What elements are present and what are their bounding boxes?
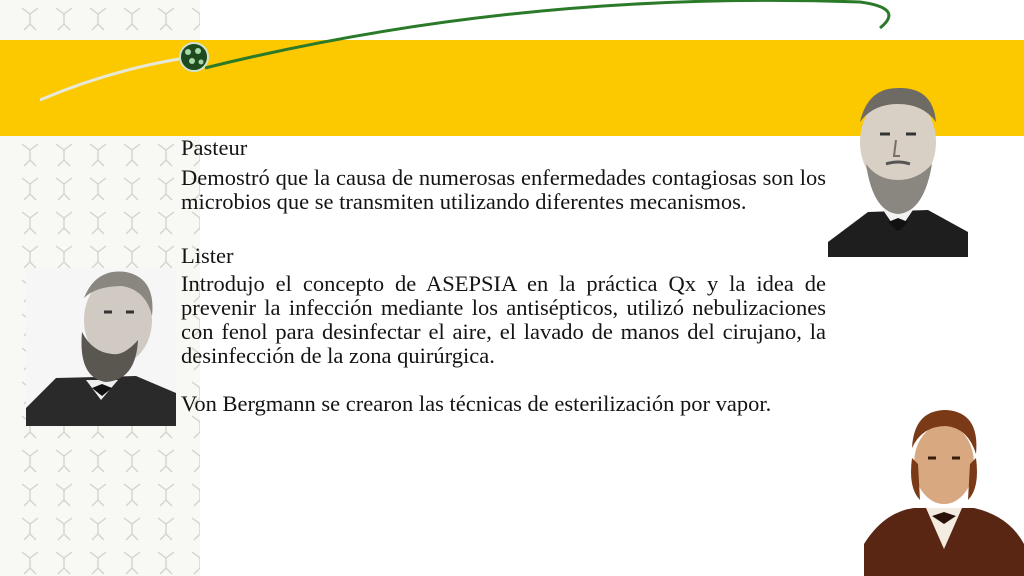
pattern-glyph	[22, 178, 38, 200]
pattern-glyph	[56, 484, 72, 506]
pasteur-text: Demostró que la causa de numerosas enfermedades contagiosas son los microbios que se transmiten utilizando diferentes mecanismos.	[181, 165, 826, 214]
lister-portrait	[26, 268, 176, 426]
pasteur-heading: Pasteur	[181, 135, 248, 160]
curve-right-segment	[205, 0, 889, 68]
pattern-glyph	[56, 212, 72, 234]
pattern-glyph	[22, 144, 38, 166]
pattern-glyph	[158, 518, 174, 540]
pattern-glyph	[158, 484, 174, 506]
pattern-glyph	[124, 518, 140, 540]
pattern-glyph	[90, 178, 106, 200]
pattern-glyph	[90, 246, 106, 268]
pattern-glyph	[22, 552, 38, 574]
pattern-glyph	[22, 246, 38, 268]
dot-spot	[195, 48, 201, 54]
lister-heading: Lister	[181, 243, 234, 268]
bergmann-text: se crearon las técnicas de esterilización por vapor.	[315, 391, 772, 416]
pasteur-portrait	[828, 82, 968, 262]
pattern-glyph	[124, 178, 140, 200]
pattern-glyph	[56, 144, 72, 166]
pattern-glyph	[192, 450, 200, 472]
main-content	[181, 136, 826, 416]
pattern-glyph	[56, 552, 72, 574]
pattern-glyph	[192, 416, 200, 438]
lister-text-after: en la práctica Qx y la idea de prevenir la infección mediante los antisépticos, utilizó nebulizaciones con fenol para desinfectar el aire, el lavado de manos del cirujano, la desinfección de la zona quirúrgica.	[181, 271, 826, 368]
pattern-glyph	[22, 484, 38, 506]
pattern-glyph	[90, 212, 106, 234]
pattern-glyph	[158, 144, 174, 166]
pattern-glyph	[90, 552, 106, 574]
bergmann-paragraph	[181, 392, 826, 416]
pattern-glyph	[22, 212, 38, 234]
pattern-glyph	[124, 552, 140, 574]
face	[914, 424, 974, 504]
pattern-glyph	[56, 450, 72, 472]
pattern-glyph	[124, 246, 140, 268]
pattern-glyph	[90, 518, 106, 540]
pattern-glyph	[124, 212, 140, 234]
pattern-glyph	[192, 552, 200, 574]
pattern-glyph	[56, 246, 72, 268]
dot-spot	[199, 60, 204, 65]
lister-text	[181, 272, 826, 368]
pattern-glyph	[124, 144, 140, 166]
pattern-glyph	[158, 552, 174, 574]
pattern-glyph	[124, 450, 140, 472]
lister-text-before: Introdujo el concepto de	[181, 271, 426, 296]
pattern-glyph	[56, 518, 72, 540]
pattern-glyph	[22, 450, 38, 472]
pattern-glyph	[158, 450, 174, 472]
dot-spot	[189, 58, 195, 64]
pattern-glyph	[192, 518, 200, 540]
pattern-glyph	[90, 144, 106, 166]
pattern-glyph	[158, 246, 174, 268]
pattern-glyph	[90, 450, 106, 472]
bergmann-heading: Von Bergmann	[181, 391, 316, 416]
pattern-glyph	[192, 484, 200, 506]
curve-left-segment	[40, 58, 185, 100]
green-dot-icon	[180, 43, 208, 71]
pattern-glyph	[56, 178, 72, 200]
asepsia-term: ASEPSIA	[425, 271, 517, 296]
pattern-glyph	[124, 484, 140, 506]
pattern-glyph	[90, 484, 106, 506]
pattern-glyph	[22, 518, 38, 540]
pattern-glyph	[158, 178, 174, 200]
bergmann-portrait	[864, 404, 1024, 576]
pattern-glyph	[158, 212, 174, 234]
dot-spot	[185, 49, 191, 55]
